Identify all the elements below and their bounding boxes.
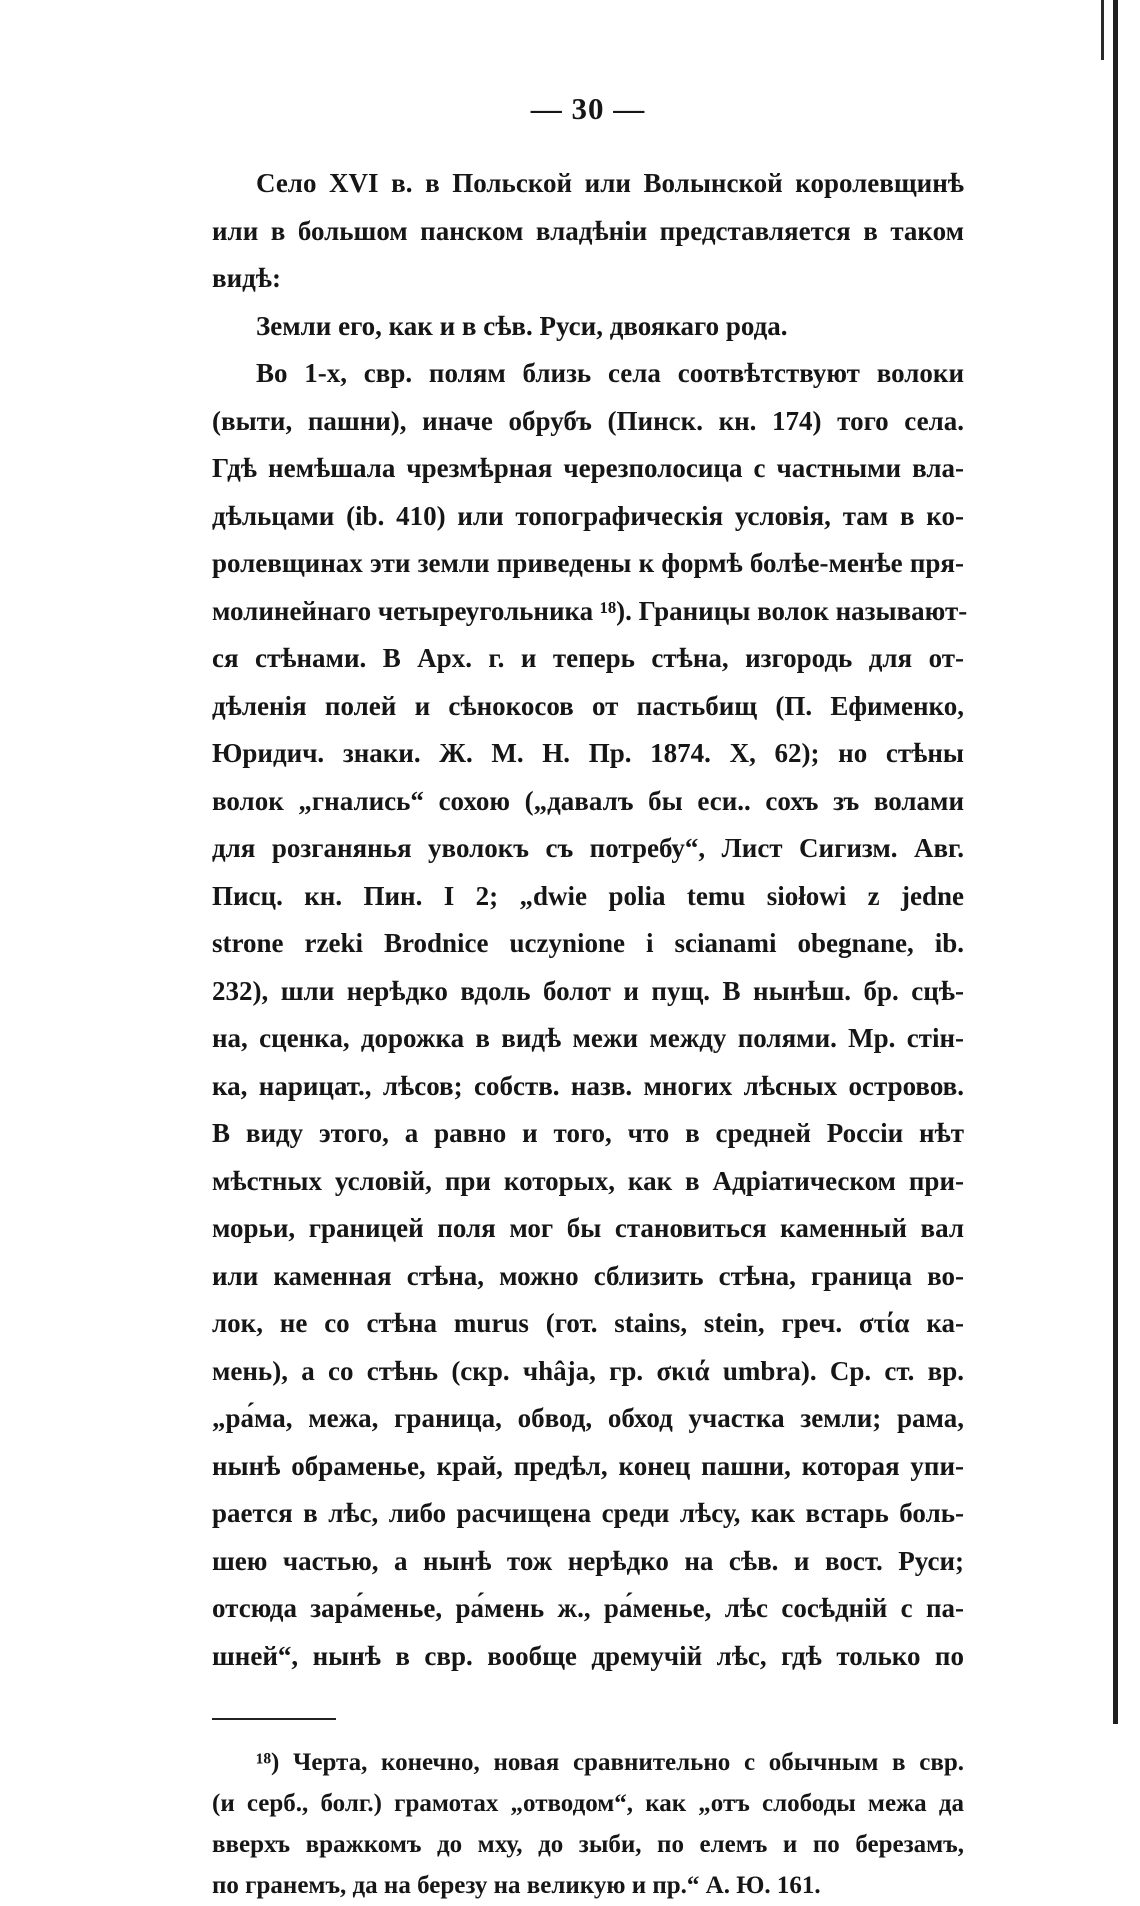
footnote-line: по гранемъ, да на березу на великую и пр.“ А. Ю. 161. xyxy=(212,1872,821,1899)
text-line: ся стѣнами. В Арх. г. и теперь стѣна, изгородь для от- xyxy=(212,643,964,673)
text-line: дѣленія полей и сѣнокосов от пастьбищ (П. Ефименко, xyxy=(212,690,964,721)
text-line: Во 1-х, свр. полям близь села соотвѣтствуют волоки xyxy=(256,358,964,388)
footnote-divider xyxy=(212,1718,336,1720)
text-line: рается в лѣс, либо расчищена среди лѣсу, как встарь боль- xyxy=(212,1498,964,1528)
text-line: лок, не со стѣна murus (гот. stains, stein, греч. στία ка- xyxy=(212,1308,964,1338)
page-number: — 30 — xyxy=(530,91,646,126)
text-line: видѣ: xyxy=(212,263,281,293)
page-edge-line xyxy=(1113,0,1118,1724)
text-line: Гдѣ немѣшала чрезмѣрная черезполосица с частными вла- xyxy=(212,453,964,483)
text-line: Юридич. знаки. Ж. М. Н. Пр. 1874. X, 62); но стѣны xyxy=(212,738,964,768)
text-line: Село XVI в. в Польской или Волынской королевщинѣ xyxy=(256,168,964,198)
text-line: (выти, пашни), иначе обрубъ (Пинск. кн. 174) того села. xyxy=(212,405,964,436)
page-edge-shadow xyxy=(1101,0,1104,60)
text-line: ка, нарицат., лѣсов; собств. назв. многих лѣсных островов. xyxy=(212,1070,964,1101)
text-line: шею частью, а нынѣ тож нерѣдко на сѣв. и вост. Руси; xyxy=(212,1545,964,1576)
text-line: или каменная стѣна, можно сблизить стѣна, граница во- xyxy=(212,1260,964,1291)
text-line: мѣстных условій, при которых, как в Адріатическом при- xyxy=(212,1165,964,1196)
footnote xyxy=(212,1742,964,1906)
footnote-line: ¹⁸) Черта, конечно, новая сравнительно с обычным в свр. xyxy=(256,1749,964,1776)
text-line: Земли его, как и в сѣв. Руси, двоякаго рода. xyxy=(256,310,788,341)
text-line: В виду этого, а равно и того, что в средней Россіи нѣт xyxy=(212,1118,964,1148)
text-line: Писц. кн. Пин. I 2; „dwie polia temu siołowi z jedne xyxy=(212,880,964,911)
text-line: шней“, нынѣ в свр. вообще дремучій лѣс, гдѣ только по xyxy=(212,1640,964,1671)
text-line: нынѣ обраменье, край, предѣл, конец пашни, которая упи- xyxy=(212,1450,964,1481)
text-line: волок „гнались“ сохою („давалъ бы еси.. сохъ зъ волами xyxy=(212,785,964,816)
text-line: ролевщинах эти земли приведены к формѣ болѣе-менѣе пря- xyxy=(212,548,964,578)
text-line: на, сценка, дорожка в видѣ межи между полями. Мр. стін- xyxy=(212,1023,964,1053)
text-line: морьи, границей поля мог бы становиться каменный вал xyxy=(212,1213,964,1243)
text-line: мень), а со стѣнь (скр. чhâja, гр. σκιά umbra). Ср. ст. вр. xyxy=(212,1355,964,1386)
text-line: „ра́ма, межа, граница, обвод, обход участка земли; рама, xyxy=(212,1403,964,1433)
text-line: молинейнаго четыреугольника ¹⁸). Границы волок называют- xyxy=(212,595,968,626)
footnote-line: (и серб., болг.) грамотах „отводом“, как „отъ слободы межа да xyxy=(212,1790,964,1817)
text-line: дѣльцами (ib. 410) или топографическія условія, там в ко- xyxy=(212,500,964,531)
text-line: или в большом панском владѣніи представляется в таком xyxy=(212,215,964,246)
text-line: для розганянья уволокъ съ потребу“, Лист Сигизм. Авг. xyxy=(212,833,964,863)
footnote-line: вверхъ вражкомъ до мху, до зыби, по елемъ и по березамъ, xyxy=(212,1831,964,1858)
text-line: 232), шли нерѣдко вдоль болот и пущ. В нынѣш. бр. сцѣ- xyxy=(212,975,964,1006)
text-line: strone rzeki Brodnice uczynione i scianami obegnane, ib. xyxy=(212,928,964,958)
text-line: отсюда зара́менье, ра́мень ж., ра́менье, лѣс сосѣдній с па- xyxy=(212,1593,964,1623)
body-text xyxy=(212,160,968,1680)
book-page xyxy=(212,91,968,1906)
